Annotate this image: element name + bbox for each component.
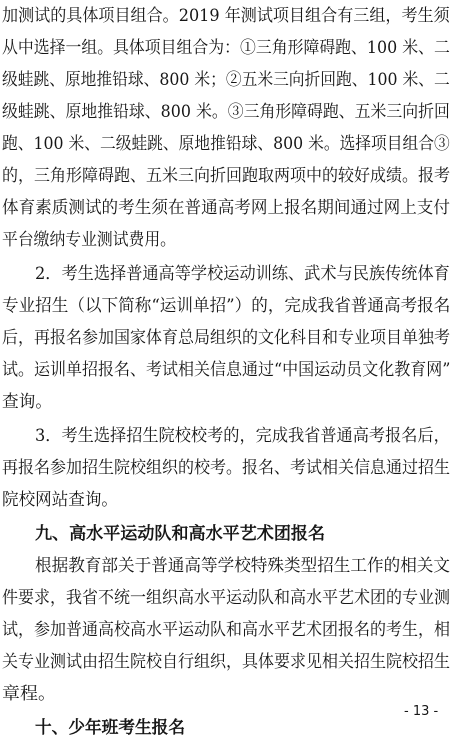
text-line: 加测试的具体项目组合。2019 年测试项目组合有三组，考生须 bbox=[2, 6, 450, 26]
section-heading: 十、少年班考生报名 bbox=[35, 718, 186, 738]
text-line: 试。运训单招报名、考试相关信息通过“中国运动员文化教育网” bbox=[2, 360, 451, 380]
text-line: 后，再报名参加国家体育总局组织的文化科目和专业项目单独考 bbox=[2, 328, 451, 348]
text-line: 试，参加普通高校高水平运动队和高水平艺术团报名的考生，相 bbox=[2, 620, 451, 640]
section-heading: 九、高水平运动队和高水平艺术团报名 bbox=[35, 524, 326, 544]
text-line: 根据教育部关于普通高等学校特殊类型招生工作的相关文 bbox=[35, 556, 451, 576]
text-line: 从中选择一组。具体项目组合为：①三角形障碍跑、100 米、二 bbox=[2, 38, 450, 58]
page-number: - 13 - bbox=[404, 704, 439, 719]
text-line: 体育素质测试的考生须在普通高考网上报名期间通过网上支付 bbox=[2, 198, 450, 218]
text-line: 3．考生选择招生院校校考的，完成我省普通高考报名后， bbox=[35, 426, 450, 446]
text-line: 查询。 bbox=[2, 392, 53, 412]
text-line: 跑、100 米、二级蛙跳、原地推铅球、800 米。选择项目组合③ bbox=[2, 134, 450, 154]
text-line: 的，三角形障碍跑、五米三向折回跑取两项中的较好成绩。报考 bbox=[2, 166, 451, 186]
text-line: 级蛙跳、原地推铅球、800 米。③三角形障碍跑、五米三向折回 bbox=[2, 102, 450, 122]
text-line: 2．考生选择普通高等学校运动训练、武术与民族传统体育 bbox=[35, 264, 450, 284]
text-line: 院校网站查询。 bbox=[2, 490, 119, 510]
text-line: 级蛙跳、原地推铅球、800 米；②五米三向折回跑、100 米、二 bbox=[2, 70, 450, 90]
text-line: 再报名参加招生院校组织的校考。报名、考试相关信息通过招生 bbox=[2, 458, 451, 478]
text-line: 关专业测试由招生院校自行组织，具体要求见相关招生院校招生 bbox=[2, 652, 451, 672]
text-line: 件要求，我省不统一组织高水平运动队和高水平艺术团的专业测 bbox=[2, 588, 451, 608]
text-line: 章程。 bbox=[2, 684, 56, 704]
text-line: 专业招生（以下简称“运训单招”）的，完成我省普通高考报名 bbox=[2, 296, 451, 316]
text-line: 平台缴纳专业测试费用。 bbox=[2, 230, 177, 250]
